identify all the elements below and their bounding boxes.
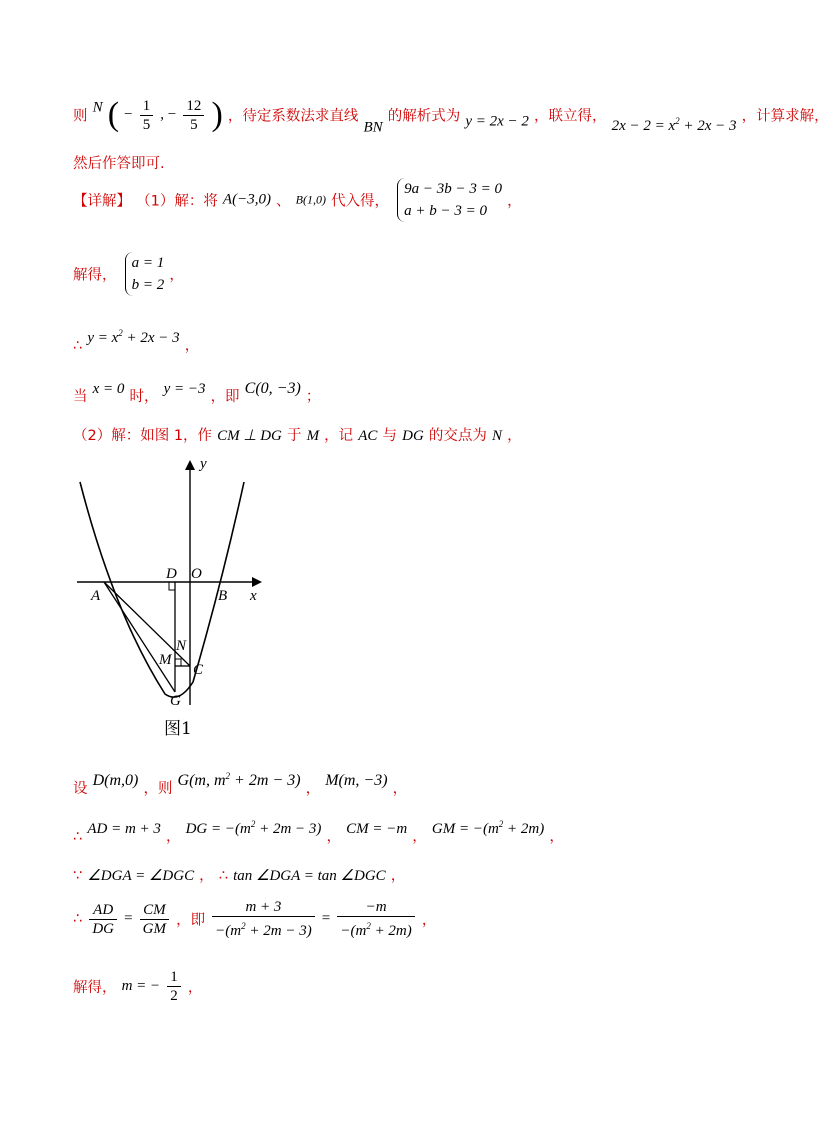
text: 、 bbox=[276, 193, 291, 210]
point-m: M bbox=[306, 428, 320, 444]
text: （2）解：如图 1，作 bbox=[73, 428, 213, 444]
text: ，即 bbox=[176, 912, 206, 929]
figure-caption: 图1 bbox=[164, 719, 192, 739]
line-11: ∴ $\frac{AD}{DG}$ = $\frac{CM}{GM}$ ，即 $\frac{m + 3}{-(m^2 + 2m - 3)}$ = $\frac{-m}{-(m^2 + 2m)}$ ， bbox=[73, 899, 437, 939]
text: 代入得， bbox=[331, 193, 390, 210]
point-n: N bbox=[92, 99, 103, 116]
text: （1）解：将 bbox=[136, 193, 218, 210]
label-d: D bbox=[166, 566, 177, 582]
segment-dg: DG bbox=[402, 428, 424, 444]
point-n: N bbox=[491, 428, 502, 444]
fraction-right: $\frac{-m}{-(m^2 + 2m)}$ bbox=[337, 898, 414, 940]
text: ， bbox=[412, 829, 427, 845]
therefore-symbol: ∴ bbox=[218, 868, 228, 884]
line-bn: BN bbox=[363, 119, 383, 136]
y-axis-arrow bbox=[185, 460, 195, 470]
text: ， bbox=[390, 868, 406, 884]
equation: $y = x^2 + 2x - 3$ bbox=[87, 328, 180, 346]
text: ，记 bbox=[324, 428, 354, 444]
equation: $2x - 2 = x^2 + 2x - 3$ bbox=[611, 115, 737, 134]
point-m: M(m, −3) bbox=[325, 772, 388, 789]
line-12 bbox=[73, 968, 760, 1012]
text: 解得， bbox=[73, 267, 117, 284]
text: ，则 bbox=[143, 781, 173, 797]
text: ， bbox=[187, 980, 203, 996]
label-g: G bbox=[170, 693, 181, 709]
text: ， bbox=[421, 912, 437, 929]
text: 设 bbox=[73, 781, 88, 797]
text: 的解析式为 bbox=[387, 108, 461, 125]
equation-gm: GM = $-(m^2 + 2m)$ bbox=[431, 819, 545, 837]
text: 当 bbox=[73, 389, 88, 405]
equation: ∠DGA = ∠DGC bbox=[87, 868, 195, 884]
equation-dg: DG = $-(m^2 + 2m - 3)$ bbox=[185, 819, 322, 837]
label-n: N bbox=[176, 638, 187, 654]
text: ， bbox=[199, 868, 214, 884]
text: 的交点为 bbox=[428, 428, 487, 444]
n-x-fraction: $\frac{1}{5}$ bbox=[140, 97, 154, 134]
text: ， bbox=[184, 338, 200, 354]
equation: CM ⊥ DG bbox=[217, 428, 282, 444]
therefore-symbol: ∴ bbox=[73, 338, 83, 354]
detail-tag: 【详解】 bbox=[73, 193, 131, 210]
line-10 bbox=[73, 864, 760, 885]
text: ， bbox=[169, 267, 184, 284]
text: ，计算求解， bbox=[741, 108, 829, 125]
line-8 bbox=[73, 770, 760, 798]
equation: x = 0 bbox=[92, 381, 125, 397]
therefore-symbol: ∴ bbox=[73, 829, 83, 845]
because-symbol: ∵ bbox=[73, 868, 83, 884]
line-5 bbox=[73, 327, 760, 355]
label-y: y bbox=[200, 456, 207, 472]
line-7 bbox=[73, 424, 760, 445]
text: 与 bbox=[382, 428, 398, 444]
text: ，待定系数法求直线 bbox=[227, 108, 359, 125]
n-y-fraction: $\frac{12}{5}$ bbox=[183, 97, 204, 134]
text: ； bbox=[305, 389, 321, 405]
therefore-symbol: ∴ bbox=[73, 911, 83, 927]
equation: y = −3 bbox=[163, 381, 206, 397]
text: ， bbox=[305, 781, 321, 797]
label-a: A bbox=[91, 588, 101, 604]
equation: y = 2x − 2 bbox=[465, 113, 529, 130]
line-9 bbox=[73, 818, 760, 846]
label-c: C bbox=[193, 662, 204, 678]
equation-system: 9a − 3b − 3 = 0 a + b − 3 = 0 bbox=[397, 178, 502, 222]
text: ， bbox=[549, 829, 564, 845]
equation-cm: CM = −m bbox=[346, 821, 408, 837]
fraction-ad-dg: $\frac{AD}{DG}$ bbox=[89, 901, 117, 938]
point-d: D(m,0) bbox=[92, 772, 139, 789]
segment-ag bbox=[104, 582, 175, 692]
label-x: x bbox=[250, 588, 257, 604]
text: ， bbox=[392, 781, 408, 797]
parabola-diagram bbox=[72, 452, 272, 742]
line-6 bbox=[73, 378, 760, 406]
line-1: 则 N ( − $\frac{1}{5}$ , − $\frac{12}{5}$ ) ，待定系数法求直线 BN 的解析式为 y = 2x − 2 ，联立得， $2x - 2 = x^2 + 2x - 3$ ，计算求解， bbox=[73, 96, 829, 136]
fraction-one-half: $\frac{1}{2}$ bbox=[167, 968, 181, 1005]
fraction-left: $\frac{m + 3}{-(m^2 + 2m - 3)}$ bbox=[212, 898, 315, 940]
equation: m = − bbox=[121, 978, 161, 994]
text: ，即 bbox=[210, 389, 240, 405]
point-g: G(m, $m^2 + 2m - 3$) bbox=[177, 771, 301, 789]
text: ， bbox=[166, 829, 181, 845]
text: 解得， bbox=[73, 980, 117, 996]
right-angle-d bbox=[169, 582, 175, 590]
point-c: C(0, −3) bbox=[244, 380, 301, 397]
text: ， bbox=[326, 829, 342, 845]
line-4 bbox=[73, 252, 760, 298]
text: ， bbox=[507, 193, 522, 210]
equation: tan ∠DGA = tan ∠DGC bbox=[233, 868, 386, 884]
equation-ad: AD = m + 3 bbox=[87, 821, 161, 837]
point-b: B(1,0) bbox=[295, 192, 326, 207]
segment-ac: AC bbox=[358, 428, 378, 444]
text: 则 bbox=[73, 108, 88, 125]
text: 时， bbox=[129, 389, 159, 405]
line-2: 然后作答即可. bbox=[73, 156, 165, 172]
solution-system: a = 1 b = 2 bbox=[125, 252, 165, 296]
text: 于 bbox=[286, 428, 302, 444]
fraction-cm-gm: $\frac{CM}{GM}$ bbox=[140, 901, 169, 938]
label-o: O bbox=[191, 566, 202, 582]
figure-1 bbox=[72, 452, 272, 746]
right-angle-m bbox=[175, 659, 181, 666]
point-a: A(−3,0) bbox=[222, 191, 271, 208]
text: ，联立得， bbox=[533, 108, 607, 125]
line-3 bbox=[73, 178, 760, 228]
label-m: M bbox=[159, 652, 172, 668]
text: ， bbox=[507, 428, 522, 444]
x-axis-arrow bbox=[252, 577, 262, 587]
label-b: B bbox=[218, 588, 228, 604]
